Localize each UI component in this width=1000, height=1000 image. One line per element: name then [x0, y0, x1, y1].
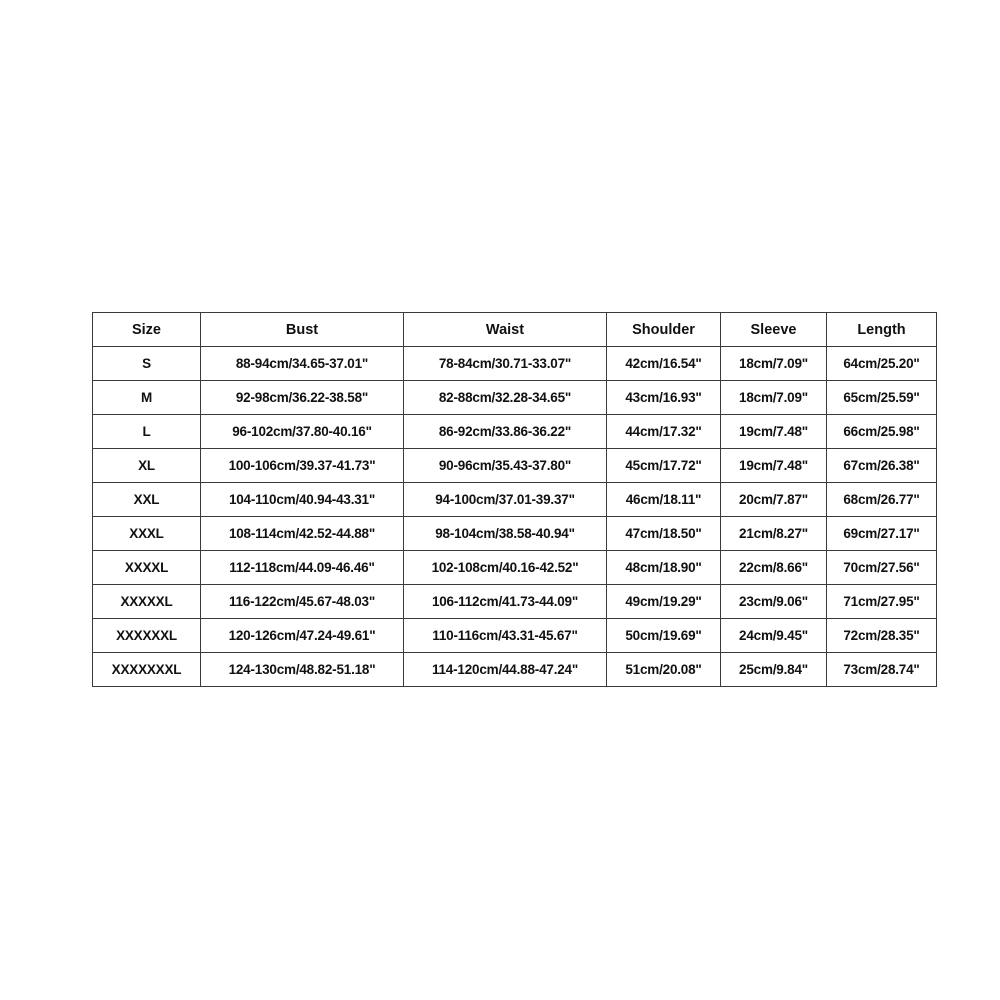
length-cell: 68cm/26.77" — [827, 483, 937, 517]
waist-cell: 110-116cm/43.31-45.67" — [404, 619, 607, 653]
size-cell: XL — [93, 449, 201, 483]
table-row — [93, 381, 937, 415]
bust-cell: 120-126cm/47.24-49.61" — [201, 619, 404, 653]
waist-cell: 90-96cm/35.43-37.80" — [404, 449, 607, 483]
table-row — [93, 449, 937, 483]
shoulder-cell: 43cm/16.93" — [607, 381, 721, 415]
length-cell: 64cm/25.20" — [827, 347, 937, 381]
shoulder-cell: 42cm/16.54" — [607, 347, 721, 381]
sleeve-cell: 18cm/7.09" — [721, 381, 827, 415]
waist-cell: 106-112cm/41.73-44.09" — [404, 585, 607, 619]
bust-cell: 96-102cm/37.80-40.16" — [201, 415, 404, 449]
length-cell: 67cm/26.38" — [827, 449, 937, 483]
length-cell: 73cm/28.74" — [827, 653, 937, 687]
size-cell: XXXXXXL — [93, 619, 201, 653]
sleeve-cell: 19cm/7.48" — [721, 415, 827, 449]
shoulder-cell: 45cm/17.72" — [607, 449, 721, 483]
size-cell: XXXXL — [93, 551, 201, 585]
table-row — [93, 415, 937, 449]
header-length: Length — [827, 313, 937, 347]
bust-cell: 100-106cm/39.37-41.73" — [201, 449, 404, 483]
header-sleeve: Sleeve — [721, 313, 827, 347]
size-cell: S — [93, 347, 201, 381]
header-waist: Waist — [404, 313, 607, 347]
bust-cell: 124-130cm/48.82-51.18" — [201, 653, 404, 687]
header-row — [93, 313, 937, 347]
sleeve-cell: 23cm/9.06" — [721, 585, 827, 619]
sleeve-cell: 21cm/8.27" — [721, 517, 827, 551]
table-row — [93, 585, 937, 619]
table-row — [93, 517, 937, 551]
sleeve-cell: 25cm/9.84" — [721, 653, 827, 687]
waist-cell: 114-120cm/44.88-47.24" — [404, 653, 607, 687]
table-row — [93, 619, 937, 653]
shoulder-cell: 51cm/20.08" — [607, 653, 721, 687]
bust-cell: 88-94cm/34.65-37.01" — [201, 347, 404, 381]
size-cell: M — [93, 381, 201, 415]
size-cell: XXXXXL — [93, 585, 201, 619]
sleeve-cell: 20cm/7.87" — [721, 483, 827, 517]
size-chart-table — [92, 312, 937, 687]
shoulder-cell: 49cm/19.29" — [607, 585, 721, 619]
bust-cell: 116-122cm/45.67-48.03" — [201, 585, 404, 619]
shoulder-cell: 48cm/18.90" — [607, 551, 721, 585]
bust-cell: 104-110cm/40.94-43.31" — [201, 483, 404, 517]
bust-cell: 92-98cm/36.22-38.58" — [201, 381, 404, 415]
shoulder-cell: 44cm/17.32" — [607, 415, 721, 449]
bust-cell: 112-118cm/44.09-46.46" — [201, 551, 404, 585]
length-cell: 65cm/25.59" — [827, 381, 937, 415]
size-cell: XXXL — [93, 517, 201, 551]
size-cell: XXL — [93, 483, 201, 517]
sleeve-cell: 19cm/7.48" — [721, 449, 827, 483]
waist-cell: 102-108cm/40.16-42.52" — [404, 551, 607, 585]
waist-cell: 78-84cm/30.71-33.07" — [404, 347, 607, 381]
waist-cell: 82-88cm/32.28-34.65" — [404, 381, 607, 415]
header-shoulder: Shoulder — [607, 313, 721, 347]
sleeve-cell: 18cm/7.09" — [721, 347, 827, 381]
table-row — [93, 483, 937, 517]
size-cell: L — [93, 415, 201, 449]
length-cell: 66cm/25.98" — [827, 415, 937, 449]
length-cell: 72cm/28.35" — [827, 619, 937, 653]
sleeve-cell: 24cm/9.45" — [721, 619, 827, 653]
header-bust: Bust — [201, 313, 404, 347]
header-size: Size — [93, 313, 201, 347]
table-row — [93, 347, 937, 381]
shoulder-cell: 50cm/19.69" — [607, 619, 721, 653]
sleeve-cell: 22cm/8.66" — [721, 551, 827, 585]
waist-cell: 86-92cm/33.86-36.22" — [404, 415, 607, 449]
table-row — [93, 653, 937, 687]
waist-cell: 98-104cm/38.58-40.94" — [404, 517, 607, 551]
length-cell: 71cm/27.95" — [827, 585, 937, 619]
length-cell: 70cm/27.56" — [827, 551, 937, 585]
table-row — [93, 551, 937, 585]
size-cell: XXXXXXXL — [93, 653, 201, 687]
waist-cell: 94-100cm/37.01-39.37" — [404, 483, 607, 517]
length-cell: 69cm/27.17" — [827, 517, 937, 551]
shoulder-cell: 46cm/18.11" — [607, 483, 721, 517]
bust-cell: 108-114cm/42.52-44.88" — [201, 517, 404, 551]
shoulder-cell: 47cm/18.50" — [607, 517, 721, 551]
